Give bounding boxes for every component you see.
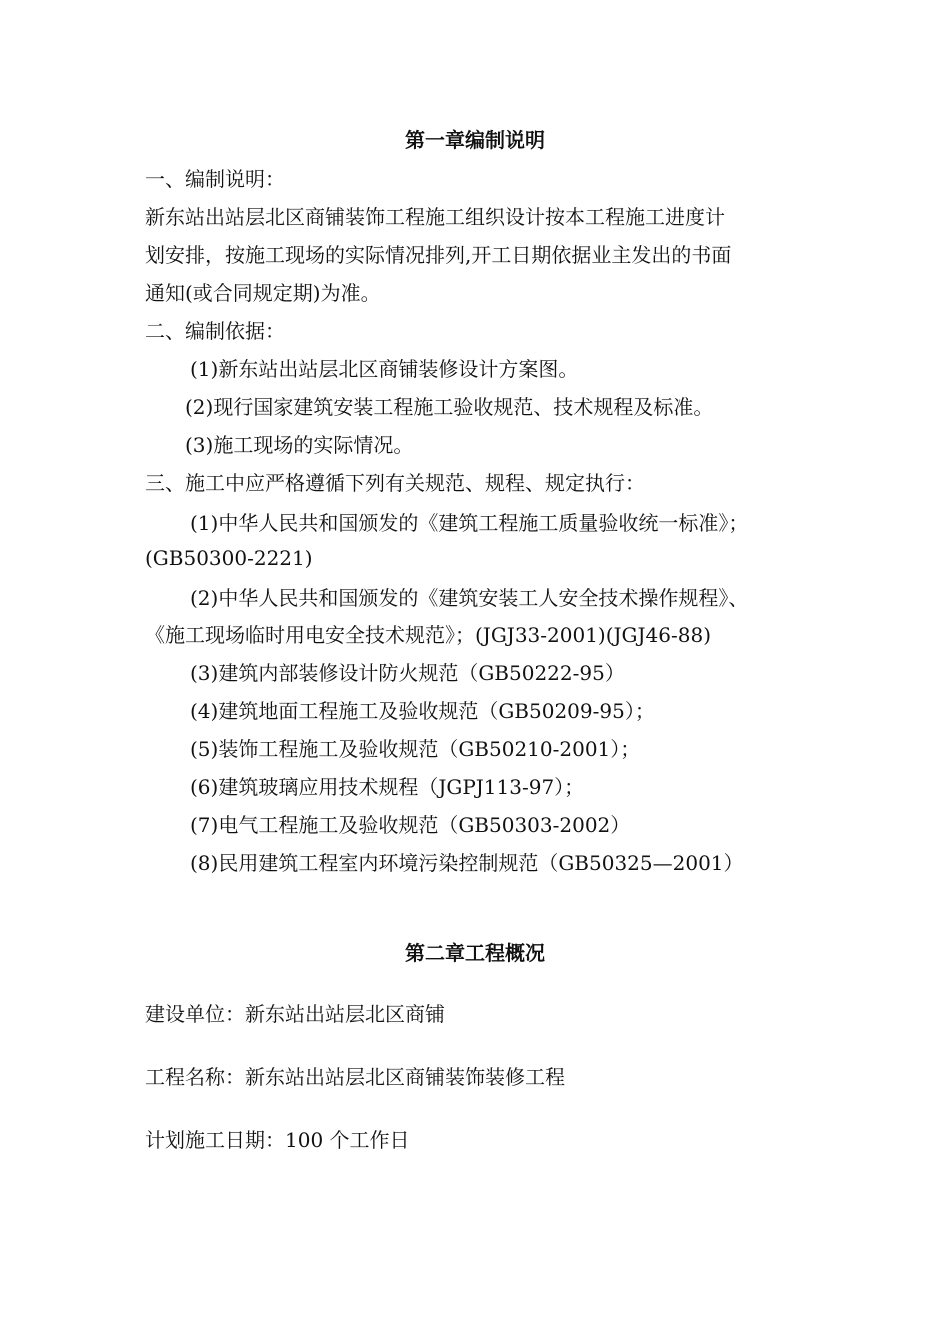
project-name: 工程名称：新东站出站层北区商铺装饰装修工程 [145,1065,565,1089]
standard-item: (4)建筑地面工程施工及验收规范（GB50209-95）； [190,699,655,723]
section-1-title: 一、编制说明： [145,167,285,191]
standard-item-continuation: (GB50300-2221) [145,546,313,570]
standard-item: (2)中华人民共和国颁发的《建筑安装工人安全技术操作规程》、 [190,586,749,610]
section-2-title: 二、编制依据： [145,319,285,343]
standard-item: (1)中华人民共和国颁发的《建筑工程施工质量验收统一标准》； [190,511,749,535]
standard-item: (3)建筑内部装修设计防火规范（GB50222-95） [190,661,625,685]
construction-unit: 建设单位：新东站出站层北区商铺 [145,1002,445,1026]
planned-duration: 计划施工日期：100 个工作日 [145,1128,410,1152]
section-3-title: 三、施工中应严格遵循下列有关规范、规程、规定执行： [145,471,645,495]
standard-item-continuation: 《施工现场临时用电安全技术规范》；(JGJ33-2001)(JGJ46-88) [145,623,711,647]
paragraph-line: 划安排，按施工现场的实际情况排列,开工日期依据业主发出的书面 [145,243,732,267]
standard-item: (6)建筑玻璃应用技术规程（JGPJ113-97）； [190,775,585,799]
chapter-1-title: 第一章编制说明 [405,128,545,152]
standard-item: (8)民用建筑工程室内环境污染控制规范（GB50325—2001） [190,851,744,875]
chapter-2-title: 第二章工程概况 [405,941,545,965]
basis-item: (3)施工现场的实际情况。 [185,433,414,457]
basis-item: (1)新东站出站层北区商铺装修设计方案图。 [190,357,579,381]
basis-item: (2)现行国家建筑安装工程施工验收规范、技术规程及标准。 [185,395,714,419]
paragraph-line: 通知(或合同规定期)为准。 [145,281,381,305]
standard-item: (5)装饰工程施工及验收规范（GB50210-2001）； [190,737,641,761]
paragraph-line: 新东站出站层北区商铺装饰工程施工组织设计按本工程施工进度计 [145,205,725,229]
standard-item: (7)电气工程施工及验收规范（GB50303-2002） [190,813,631,837]
